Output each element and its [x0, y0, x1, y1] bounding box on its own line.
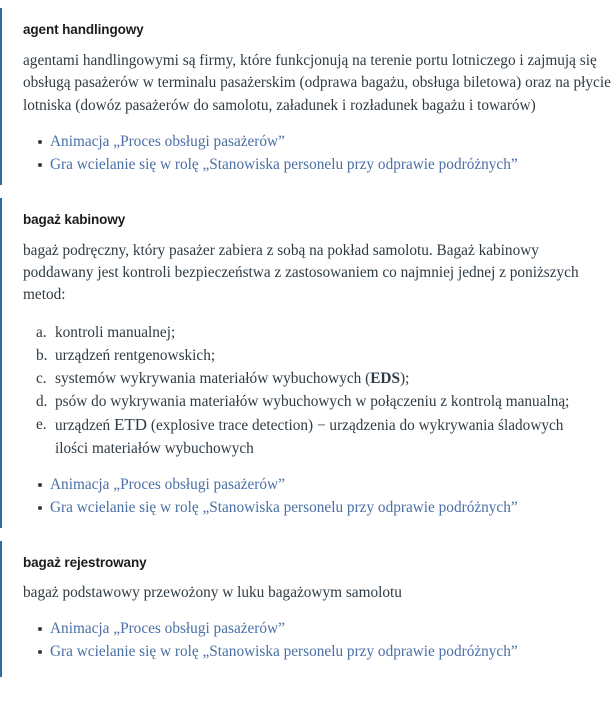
list-item[interactable] [23, 153, 615, 176]
link-gra-wcielanie-sie-w-role[interactable]: Gra wcielanie się w rolę „Stanowiska personelu przy odprawie podróżnych” [50, 643, 518, 661]
list-item[interactable] [23, 130, 615, 153]
link-animacja-proces-obslugi-pasazerow[interactable]: Animacja „Proces obsługi pasażerów” [50, 475, 285, 493]
method-text: psów do wykrywania materiałów wybuchowych w połączeniu z kontrolą manualną; [55, 392, 570, 410]
glossary-entry-bagaz-rejestrowany [0, 541, 615, 677]
list-item[interactable] [23, 617, 615, 640]
method-text: urządzeń rentgenowskich; [55, 346, 216, 364]
method-text-post: ); [399, 369, 410, 387]
link-animacja-proces-obslugi-pasazerow[interactable]: Animacja „Proces obsługi pasażerów” [50, 132, 285, 150]
method-text-pre: systemów wykrywania materiałów wybuchowych ( [55, 369, 371, 387]
glossary-entry-agent-handlingowy [0, 8, 615, 185]
entry-spacer [0, 185, 615, 198]
list-item [23, 344, 615, 367]
term-heading: agent handlingowy [23, 22, 144, 37]
resource-link-list [23, 473, 615, 519]
link-gra-wcielanie-sie-w-role[interactable]: Gra wcielanie się w rolę „Stanowiska personelu przy odprawie podróżnych” [50, 498, 518, 516]
term-definition: bagaż podręczny, który pasażer zabiera z sobą na pokład samolotu. Bagaż kabinowy poddawany jest kontroli bezpieczeństwa z zastosowaniem co najmniej jednej z poniższych metod: [23, 241, 579, 304]
link-gra-wcielanie-sie-w-role[interactable]: Gra wcielanie się w rolę „Stanowiska personelu przy odprawie podróżnych” [50, 155, 518, 173]
glossary-entry-bagaz-kabinowy [0, 198, 615, 528]
list-item [23, 367, 615, 390]
list-item[interactable] [23, 496, 615, 519]
term-heading: bagaż kabinowy [23, 211, 126, 227]
abbreviation-eds: EDS [370, 369, 400, 387]
term-definition: bagaż podstawowy przewożony w luku bagażowym samolotu [23, 583, 402, 601]
link-animacja-proces-obslugi-pasazerow[interactable]: Animacja „Proces obsługi pasażerów” [50, 620, 285, 638]
resource-link-list [23, 617, 615, 663]
term-heading: bagaż rejestrowany [23, 554, 147, 570]
top-spacer [0, 0, 615, 8]
method-text-pre: urządzeń [55, 416, 115, 434]
list-item [23, 321, 615, 344]
list-item[interactable] [23, 473, 615, 496]
security-methods-list [23, 321, 615, 460]
abbreviation-etd: ETD [114, 414, 148, 434]
method-text: kontroli manualnej; [55, 323, 176, 341]
entry-spacer [0, 528, 615, 541]
resource-link-list [23, 130, 615, 176]
list-item [23, 390, 615, 413]
list-item [23, 413, 615, 460]
method-text-post: (explosive trace detection) − urządzenia do wykrywania śladowych ilości materiałów wybuchowych [55, 416, 564, 457]
list-item[interactable] [23, 640, 615, 663]
term-definition: agentami handlingowymi są firmy, które funkcjonują na terenie portu lotniczego i zajmują się obsługą pasażerów w terminalu pasażerskim (odprawa bagażu, obsługa biletowa) oraz na płycie lotniska (dowóz pasażerów do samolotu, załadunek i rozładunek bagażu i towarów) [23, 52, 611, 114]
